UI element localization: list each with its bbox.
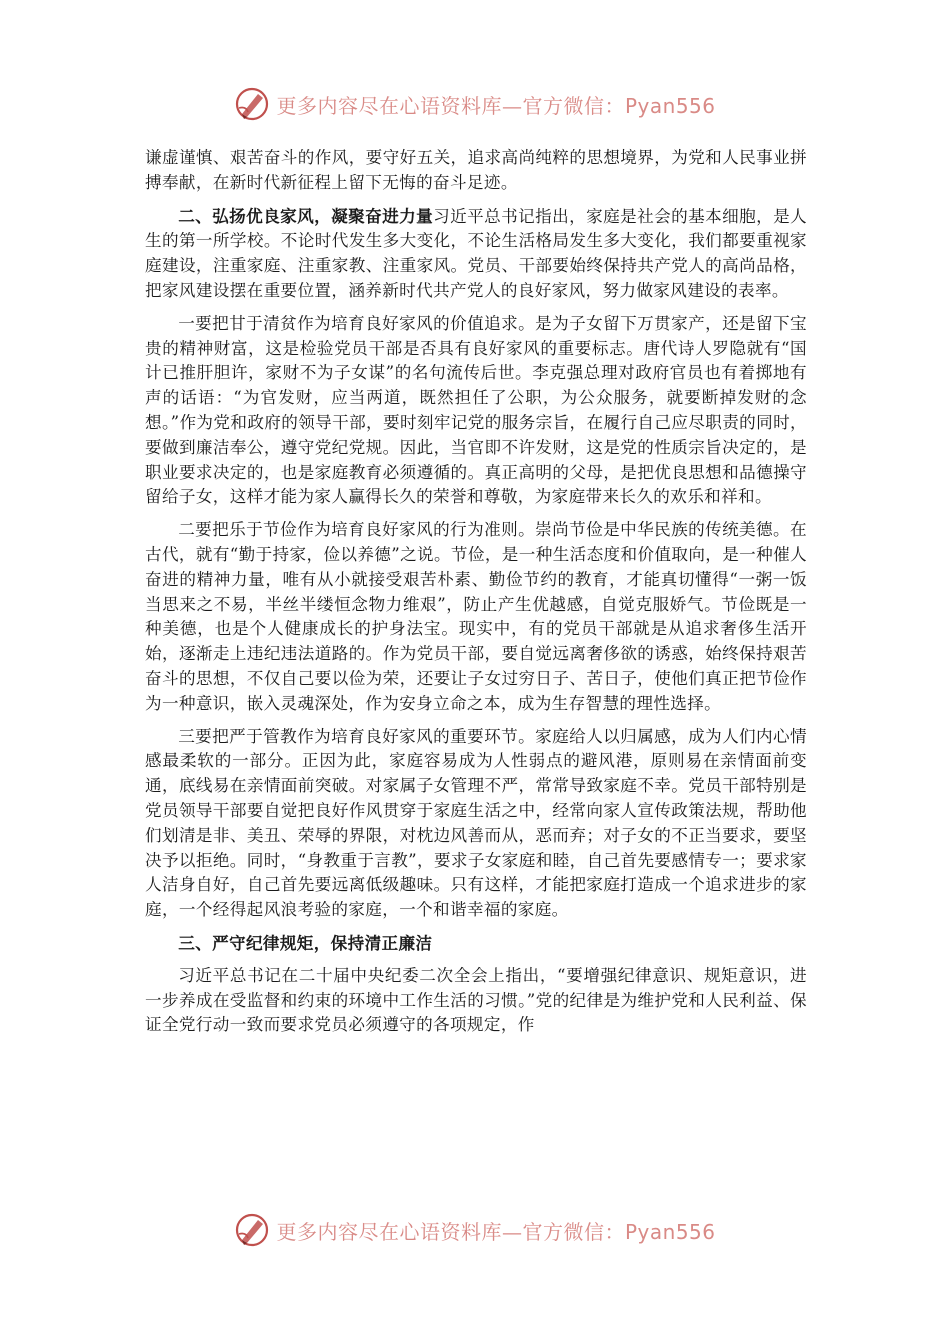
paragraph: 习近平总书记在二十届中央纪委二次全会上指出，“要增强纪律意识、规矩意识，进一步养成在受监督和约束的环境中工作生活的习惯。”党的纪律是为维护党和人民利益、保证全党行动一致而要求党员必须遵守的各项规定，作 [145, 965, 807, 1035]
section-heading-two: 二、弘扬优良家风，凝聚奋进力量 [178, 205, 434, 226]
wechat-id: Pyan556 [624, 1219, 716, 1244]
paragraph: 二要把乐于节俭作为培育良好家风的行为准则。崇尚节俭是中华民族的传统美德。在古代，就有“勤于持家，俭以养德”之说。节俭，是一种生活态度和价值取向，是一种催人奋进的精神力量，唯有从小就接受艰苦朴素、勤俭节约的教育，才能真切懂得“一粥一饭当思来之不易，半丝半缕恒念物力维艰”，防止产生优越感，自觉克服娇气。节俭既是一种美德，也是个人健康成长的护身法宝。现实中，有的党员干部就是从追求奢侈生活开始，逐渐走上违纪违法道路的。作为党员干部，要自觉远离奢侈欲的诱惑，始终保持艰苦奋斗的思想，不仅自己要以俭为荣，还要让子女过穷日子、苦日子，使他们真正把节俭作为一种意识，嵌入灵魂深处，作为安身立命之本，成为生存智慧的理性选择。 [145, 520, 807, 713]
pen-circle-logo-icon [234, 86, 270, 122]
section-heading-three: 三、严守纪律规矩，保持清正廉洁 [178, 932, 433, 953]
section-two-body: 习近平总书记指出，家庭是社会的基本细胞，是人生的第一所学校。不论时代发生多大变化，不论生活格局发生多大变化，我们都要重视家庭建设，注重家庭、注重家教、注重家风。党员、干部要始终保持共产党人的高尚品格，把家风建设摆在重要位置，涵养新时代共产党人的良好家风，努力做家风建设的表率。 [145, 206, 808, 300]
pen-circle-logo-icon [234, 1212, 270, 1248]
paragraph: 谦虚谨慎、艰苦奋斗的作风，要守好五关，追求高尚纯粹的思想境界，为党和人民事业拼搏奉献，在新时代新征程上留下无悔的奋斗足迹。 [145, 148, 807, 192]
paragraph: 一要把甘于清贫作为培育良好家风的价值追求。是为子女留下万贯家产，还是留下宝贵的精神财富，这是检验党员干部是否具有良好家风的重要标志。唐代诗人罗隐就有“国计已推肝胆许，家财不为子女谋”的名句流传后世。李克强总理对政府官员也有着掷地有声的话语：“为官发财，应当两道，既然担任了公职，为公众服务，就要断掉发财的念想。”作为党和政府的领导干部，要时刻牢记党的服务宗旨，在履行自己应尽职责的同时，要做到廉洁奉公，遵守党纪党规。因此，当官即不许发财，这是党的性质宗旨决定的，是职业要求决定的，也是家庭教育必须遵循的。真正高明的父母，是把优良思想和品德操守留给子女，这样才能为家人赢得长久的荣誉和尊敬，为家庭带来长久的欢乐和祥和。 [145, 313, 807, 507]
watermark-text: 更多内容尽在心语资料库—官方微信：Pyan556 [276, 1219, 716, 1244]
watermark-banner-bottom [0, 1208, 950, 1252]
wechat-id: Pyan556 [624, 93, 716, 118]
paragraph: 三要把严于管教作为培育良好家风的重要环节。家庭给人以归属感，成为人们内心情感最柔软的一部分。正因为此，家庭容易成为人性弱点的避风港，原则易在亲情面前变通，底线易在亲情面前突破。对家属子女管理不严，常常导致家庭不幸。党员干部特别是党员领导干部要自觉把良好作风贯穿于家庭生活之中，经常向家人宣传政策法规，帮助他们划清是非、美丑、荣辱的界限，对枕边风善而从，恶而弃；对子女的不正当要求，要坚决予以拒绝。同时，“身教重于言教”，要求子女家庭和睦，自己首先要感情专一；要求家人洁身自好，自己首先要远离低级趣味。只有这样，才能把家庭打造成一个追求进步的家庭，一个经得起风浪考验的家庭，一个和谐幸福的家庭。 [145, 726, 807, 920]
watermark-text: 更多内容尽在心语资料库—官方微信：Pyan556 [276, 93, 716, 118]
section-two-paragraph [145, 204, 807, 304]
watermark-banner-top [0, 82, 950, 126]
document-body [145, 146, 807, 1038]
